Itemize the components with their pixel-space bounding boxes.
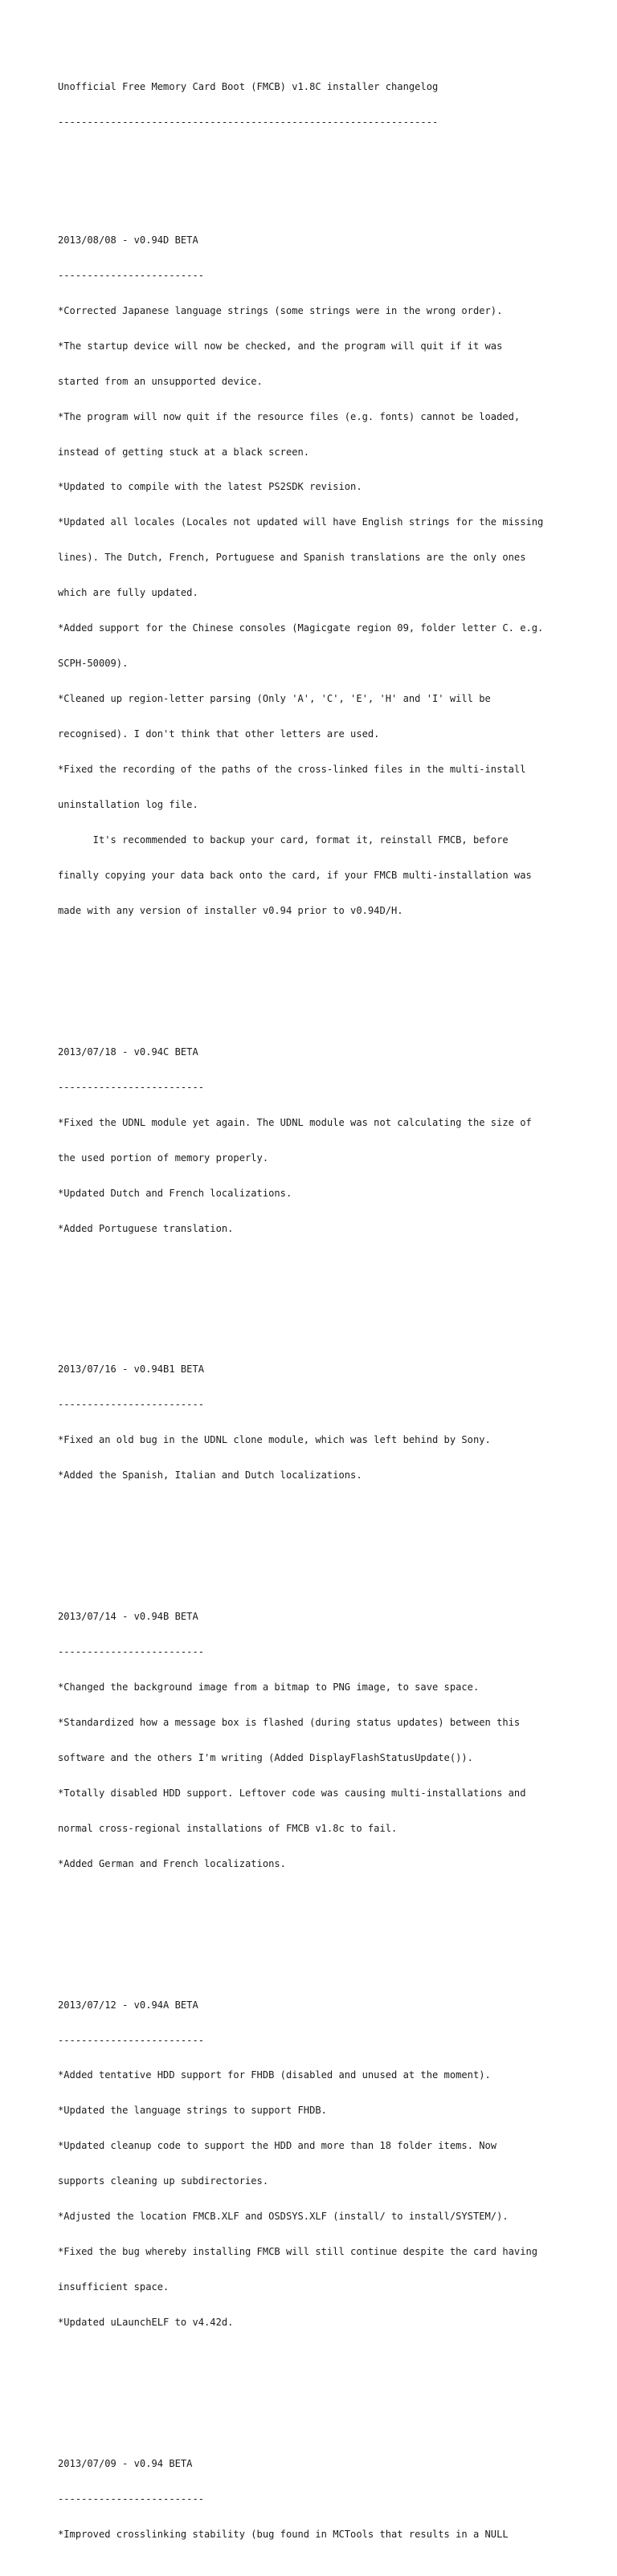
section-rule: ------------------------- [58, 2034, 205, 2046]
changelog-line: *Adjusted the location FMCB.XLF and OSDSYS.XLF (install/ to install/SYSTEM/). [58, 2211, 509, 2223]
changelog-line: *Totally disabled HDD support. Leftover code was causing multi-installations and [58, 1787, 526, 1799]
changelog-line: *The program will now quit if the resource files (e.g. fonts) cannot be loaded, [58, 410, 521, 422]
changelog-line: *Corrected Japanese language strings (some strings were in the wrong order). [58, 304, 503, 316]
changelog-line: made with any version of installer v0.94 prior to v0.94D/H. [58, 904, 403, 916]
section-rule: ------------------------- [58, 1646, 205, 1658]
changelog-line: which are fully updated. [58, 587, 198, 599]
changelog-line: the used portion of memory properly. [58, 1151, 269, 1164]
changelog-section [58, 210, 604, 940]
section-heading: 2013/07/12 - v0.94A BETA [58, 1999, 198, 2011]
changelog-line: *The startup device will now be checked, and the program will quit if it was [58, 340, 503, 352]
title-rule: ----------------------------------------------------------------- [58, 116, 439, 128]
changelog-line: software and the others I'm writing (Added DisplayFlashStatusUpdate()). [58, 1751, 473, 1763]
changelog-line: *Added tentative HDD support for FHDB (disabled and unused at the moment). [58, 2069, 491, 2081]
changelog-document [58, 58, 604, 2576]
changelog-line: *Updated the language strings to support FHDB. [58, 2105, 327, 2117]
changelog-section [58, 1975, 604, 2352]
changelog-line: *Fixed the UDNL module yet again. The UDNL module was not calculating the size of [58, 1116, 532, 1128]
changelog-line: recognised). I don't think that other letters are used. [58, 728, 380, 740]
section-rule: ------------------------- [58, 269, 205, 281]
changelog-section [58, 2435, 604, 2564]
spacer [58, 964, 604, 976]
spacer [58, 152, 604, 164]
changelog-line: insufficient space. [58, 2281, 170, 2293]
changelog-line: *Improved crosslinking stability (bug found in MCTools that results in a NULL [58, 2528, 509, 2540]
section-heading: 2013/07/18 - v0.94C BETA [58, 1045, 198, 1058]
changelog-section [58, 1340, 604, 1505]
changelog-line: uninstallation log file. [58, 799, 198, 811]
changelog-line: instead of getting stuck at a black screen. [58, 446, 310, 458]
changelog-line: *Fixed the bug whereby installing FMCB will still continue despite the card having [58, 2246, 538, 2258]
spacer [58, 1282, 604, 1294]
spacer [58, 1917, 604, 1929]
section-heading: 2013/07/09 - v0.94 BETA [58, 2458, 193, 2469]
changelog-line: *Added Portuguese translation. [58, 1222, 234, 1234]
document-title: Unofficial Free Memory Card Boot (FMCB) v1.8C installer changelog [58, 81, 439, 93]
changelog-line: lines). The Dutch, French, Portuguese and Spanish translations are the only ones [58, 552, 526, 564]
changelog-line: *Changed the background image from a bitmap to PNG image, to save space. [58, 1681, 480, 1693]
section-heading: 2013/08/08 - v0.94D BETA [58, 234, 198, 246]
changelog-line: *Updated uLaunchELF to v4.42d. [58, 2317, 234, 2329]
spacer [58, 1528, 604, 1540]
changelog-line: SCPH-50009). [58, 658, 129, 670]
changelog-line: normal cross-regional installations of FMCB v1.8c to fail. [58, 1822, 398, 1834]
changelog-line: It's recommended to backup your card, format it, reinstall FMCB, before [58, 834, 509, 846]
changelog-line: *Cleaned up region-letter parsing (Only 'A', 'C', 'E', 'H' and 'I' will be [58, 693, 491, 705]
changelog-line: *Added the Spanish, Italian and Dutch localizations. [58, 1469, 362, 1482]
changelog-line: supports cleaning up subdirectories. [58, 2175, 269, 2187]
section-rule: ------------------------- [58, 1399, 205, 1411]
changelog-line: *Fixed an old bug in the UDNL clone module, which was left behind by Sony. [58, 1434, 491, 1446]
changelog-section [58, 1022, 604, 1257]
changelog-line: *Updated to compile with the latest PS2SDK revision. [58, 481, 362, 493]
changelog-line: *Added support for the Chinese consoles (Magicgate region 09, folder letter C. e.g. [58, 622, 544, 634]
changelog-line: *Updated cleanup code to support the HDD and more than 18 folder items. Now [58, 2140, 497, 2152]
changelog-section [58, 1588, 604, 1893]
changelog-line: finally copying your data back onto the card, if your FMCB multi-installation was [58, 869, 532, 881]
changelog-line: *Added German and French localizations. [58, 1857, 286, 1869]
changelog-line: *Updated all locales (Locales not updated will have English strings for the missing [58, 516, 544, 528]
changelog-line: started from an unsupported device. [58, 375, 263, 387]
section-rule: ------------------------- [58, 1081, 205, 1093]
changelog-line: *Updated Dutch and French localizations. [58, 1187, 292, 1199]
spacer [58, 2375, 604, 2387]
changelog-line: *Fixed the recording of the paths of the cross-linked files in the multi-install [58, 764, 526, 776]
section-rule: ------------------------- [58, 2492, 205, 2505]
section-heading: 2013/07/14 - v0.94B BETA [58, 1611, 198, 1623]
section-heading: 2013/07/16 - v0.94B1 BETA [58, 1363, 205, 1376]
changelog-line: *Standardized how a message box is flashed (during status updates) between this [58, 1716, 521, 1728]
